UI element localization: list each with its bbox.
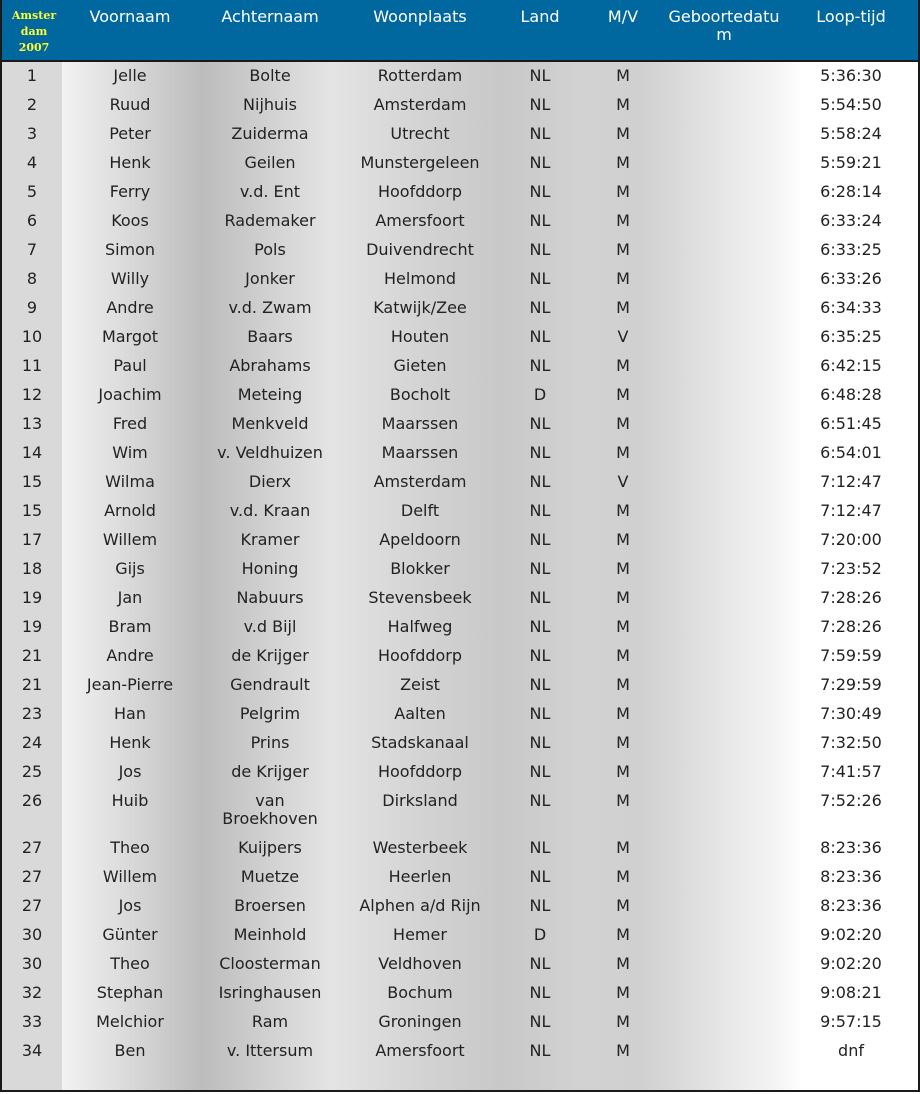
gender-cell: M bbox=[616, 501, 630, 520]
city-cell: Amsterdam bbox=[373, 95, 467, 114]
country-cell: NL bbox=[529, 66, 551, 85]
first-name-cell: Paul bbox=[113, 356, 147, 375]
rank-cell: 18 bbox=[21, 559, 43, 578]
gender-cell: M bbox=[616, 153, 630, 172]
run-time-cell: 6:54:01 bbox=[820, 443, 882, 462]
last-name-cell: Meinhold bbox=[233, 925, 307, 944]
table-row bbox=[2, 149, 918, 178]
table-row bbox=[2, 863, 918, 892]
country-cell: NL bbox=[529, 617, 551, 636]
table-body bbox=[2, 62, 918, 1066]
city-cell: Amersfoort bbox=[375, 1041, 465, 1060]
rank-cell: 26 bbox=[21, 791, 43, 810]
run-time-cell: 7:59:59 bbox=[820, 646, 882, 665]
city-cell: Utrecht bbox=[390, 124, 450, 143]
last-name-cell: Ram bbox=[251, 1012, 289, 1031]
first-name-cell: Ruud bbox=[109, 95, 151, 114]
first-name-cell: Theo bbox=[110, 954, 150, 973]
country-cell: NL bbox=[529, 124, 551, 143]
first-name-cell: Henk bbox=[109, 153, 151, 172]
rank-cell: 8 bbox=[26, 269, 38, 288]
last-name-cell: Kramer bbox=[240, 530, 300, 549]
gender-cell: V bbox=[617, 327, 629, 346]
first-name-cell: Willy bbox=[110, 269, 150, 288]
city-cell: Blokker bbox=[390, 559, 450, 578]
country-cell: NL bbox=[529, 356, 551, 375]
run-time-cell: dnf bbox=[838, 1041, 864, 1060]
gender-cell: M bbox=[616, 762, 630, 781]
last-name-cell: Broersen bbox=[234, 896, 306, 915]
run-time-cell: 9:02:20 bbox=[820, 925, 882, 944]
header-birthdate: Geboortedatum bbox=[668, 7, 780, 44]
first-name-cell: Bram bbox=[108, 617, 152, 636]
run-time-cell: 5:54:50 bbox=[820, 95, 882, 114]
rank-cell: 4 bbox=[26, 153, 38, 172]
rank-cell: 19 bbox=[21, 617, 43, 636]
table-row bbox=[2, 1037, 918, 1066]
run-time-cell: 5:59:21 bbox=[820, 153, 882, 172]
city-cell: Hoofddorp bbox=[377, 762, 463, 781]
run-time-cell: 7:28:26 bbox=[820, 588, 882, 607]
country-cell: NL bbox=[529, 559, 551, 578]
city-cell: Hoofddorp bbox=[377, 182, 463, 201]
first-name-cell: Ben bbox=[114, 1041, 146, 1060]
last-name-cell: v.d. Zwam bbox=[228, 298, 312, 317]
gender-cell: M bbox=[616, 269, 630, 288]
gender-cell: M bbox=[616, 867, 630, 886]
country-cell: NL bbox=[529, 983, 551, 1002]
country-cell: NL bbox=[529, 838, 551, 857]
header-city: Woonplaats bbox=[373, 7, 467, 26]
city-cell: Apeldoorn bbox=[379, 530, 461, 549]
gender-cell: M bbox=[616, 838, 630, 857]
country-cell: NL bbox=[529, 240, 551, 259]
rank-cell: 27 bbox=[21, 896, 43, 915]
gender-cell: M bbox=[616, 211, 630, 230]
rank-cell: 1 bbox=[26, 66, 38, 85]
rank-cell: 21 bbox=[21, 675, 43, 694]
city-cell: Helmond bbox=[384, 269, 456, 288]
run-time-cell: 7:30:49 bbox=[820, 704, 882, 723]
last-name-cell: de Krijger bbox=[231, 762, 309, 781]
run-time-cell: 9:57:15 bbox=[820, 1012, 882, 1031]
country-cell: NL bbox=[529, 530, 551, 549]
first-name-cell: Simon bbox=[104, 240, 156, 259]
city-cell: Dirksland bbox=[382, 791, 458, 810]
last-name-cell: v.d. Kraan bbox=[229, 501, 311, 520]
city-cell: Groningen bbox=[378, 1012, 462, 1031]
last-name-cell: Dierx bbox=[248, 472, 292, 491]
first-name-cell: Joachim bbox=[98, 385, 162, 404]
last-name-cell: v.d. Ent bbox=[239, 182, 301, 201]
run-time-cell: 7:52:26 bbox=[820, 791, 882, 810]
first-name-cell: Jan bbox=[117, 588, 143, 607]
country-cell: D bbox=[533, 925, 547, 944]
first-name-cell: Koos bbox=[111, 211, 149, 230]
table-row bbox=[2, 671, 918, 700]
rank-cell: 12 bbox=[21, 385, 43, 404]
run-time-cell: 7:29:59 bbox=[820, 675, 882, 694]
table-row bbox=[2, 834, 918, 863]
rank-cell: 15 bbox=[21, 501, 43, 520]
table-row bbox=[2, 921, 918, 950]
gender-cell: M bbox=[616, 1012, 630, 1031]
gender-cell: M bbox=[616, 896, 630, 915]
first-name-cell: Han bbox=[114, 704, 146, 723]
table-row bbox=[2, 950, 918, 979]
country-cell: NL bbox=[529, 646, 551, 665]
gender-cell: V bbox=[617, 472, 629, 491]
table-row bbox=[2, 207, 918, 236]
gender-cell: M bbox=[616, 385, 630, 404]
first-name-cell: Jos bbox=[118, 896, 142, 915]
first-name-cell: Stephan bbox=[96, 983, 164, 1002]
last-name-cell: Geilen bbox=[244, 153, 296, 172]
first-name-cell: Peter bbox=[109, 124, 151, 143]
country-cell: NL bbox=[529, 269, 551, 288]
header-run-time: Loop-tijd bbox=[816, 7, 886, 26]
first-name-cell: Günter bbox=[102, 925, 158, 944]
table-row bbox=[2, 91, 918, 120]
rank-cell: 6 bbox=[26, 211, 38, 230]
country-cell: NL bbox=[529, 1041, 551, 1060]
last-name-cell: Nijhuis bbox=[243, 95, 297, 114]
rank-cell: 33 bbox=[21, 1012, 43, 1031]
header-country: Land bbox=[520, 7, 560, 26]
gender-cell: M bbox=[616, 95, 630, 114]
run-time-cell: 6:51:45 bbox=[820, 414, 882, 433]
country-cell: NL bbox=[529, 211, 551, 230]
last-name-cell: Isringhausen bbox=[218, 983, 322, 1002]
table-row bbox=[2, 294, 918, 323]
rank-cell: 11 bbox=[21, 356, 43, 375]
first-name-cell: Wim bbox=[112, 443, 148, 462]
table-row bbox=[2, 62, 918, 91]
country-cell: NL bbox=[529, 896, 551, 915]
table-row bbox=[2, 555, 918, 584]
city-cell: Delft bbox=[400, 501, 440, 520]
run-time-cell: 6:33:26 bbox=[820, 269, 882, 288]
city-cell: Veldhoven bbox=[378, 954, 462, 973]
rank-cell: 23 bbox=[21, 704, 43, 723]
gender-cell: M bbox=[616, 925, 630, 944]
rank-cell: 19 bbox=[21, 588, 43, 607]
header-last-name: Achternaam bbox=[221, 7, 319, 26]
city-cell: Halfweg bbox=[387, 617, 453, 636]
rank-cell: 17 bbox=[21, 530, 43, 549]
gender-cell: M bbox=[616, 954, 630, 973]
city-cell: Aalten bbox=[394, 704, 446, 723]
table-row bbox=[2, 700, 918, 729]
city-cell: Gieten bbox=[393, 356, 447, 375]
rank-cell: 30 bbox=[21, 954, 43, 973]
rank-cell: 3 bbox=[26, 124, 38, 143]
gender-cell: M bbox=[616, 617, 630, 636]
first-name-cell: Huib bbox=[111, 791, 149, 810]
country-cell: NL bbox=[529, 867, 551, 886]
table-row bbox=[2, 1008, 918, 1037]
rank-cell: 27 bbox=[21, 838, 43, 857]
table-row bbox=[2, 410, 918, 439]
country-cell: NL bbox=[529, 443, 551, 462]
last-name-cell: Cloosterman bbox=[219, 954, 321, 973]
country-cell: NL bbox=[529, 95, 551, 114]
first-name-cell: Ferry bbox=[109, 182, 151, 201]
country-cell: NL bbox=[529, 182, 551, 201]
table-row bbox=[2, 265, 918, 294]
last-name-cell: Kuijpers bbox=[238, 838, 302, 857]
last-name-cell: Gendrault bbox=[230, 675, 310, 694]
last-name-cell: Menkveld bbox=[231, 414, 309, 433]
first-name-cell: Fred bbox=[112, 414, 148, 433]
table-row bbox=[2, 584, 918, 613]
city-cell: Westerbeek bbox=[372, 838, 468, 857]
first-name-cell: Arnold bbox=[104, 501, 156, 520]
run-time-cell: 8:23:36 bbox=[820, 896, 882, 915]
run-time-cell: 9:08:21 bbox=[820, 983, 882, 1002]
gender-cell: M bbox=[616, 66, 630, 85]
header-gender: M/V bbox=[607, 7, 639, 26]
run-time-cell: 7:28:26 bbox=[820, 617, 882, 636]
country-cell: NL bbox=[529, 733, 551, 752]
gender-cell: M bbox=[616, 983, 630, 1002]
first-name-cell: Henk bbox=[109, 733, 151, 752]
table-row bbox=[2, 613, 918, 642]
rank-cell: 21 bbox=[21, 646, 43, 665]
last-name-cell: Baars bbox=[247, 327, 293, 346]
rank-cell: 27 bbox=[21, 867, 43, 886]
country-cell: NL bbox=[529, 704, 551, 723]
city-cell: Maarssen bbox=[381, 443, 459, 462]
rank-cell: 24 bbox=[21, 733, 43, 752]
table-row bbox=[2, 381, 918, 410]
rank-cell: 34 bbox=[21, 1041, 43, 1060]
table-row bbox=[2, 178, 918, 207]
table-row bbox=[2, 120, 918, 149]
country-cell: NL bbox=[529, 791, 551, 810]
gender-cell: M bbox=[616, 588, 630, 607]
country-cell: NL bbox=[529, 327, 551, 346]
rank-cell: 5 bbox=[26, 182, 38, 201]
last-name-cell: Pols bbox=[254, 240, 286, 259]
table-row bbox=[2, 642, 918, 671]
city-cell: Katwijk/Zee bbox=[373, 298, 467, 317]
table-row bbox=[2, 729, 918, 758]
first-name-cell: Andre bbox=[106, 646, 154, 665]
run-time-cell: 5:58:24 bbox=[820, 124, 882, 143]
run-time-cell: 9:02:20 bbox=[820, 954, 882, 973]
last-name-cell: Nabuurs bbox=[236, 588, 304, 607]
city-cell: Houten bbox=[390, 327, 450, 346]
table-row bbox=[2, 352, 918, 381]
last-name-cell: v.d Bijl bbox=[243, 617, 297, 636]
country-cell: NL bbox=[529, 588, 551, 607]
last-name-cell: Pelgrim bbox=[239, 704, 301, 723]
run-time-cell: 6:35:25 bbox=[820, 327, 882, 346]
gender-cell: M bbox=[616, 1041, 630, 1060]
gender-cell: M bbox=[616, 414, 630, 433]
run-time-cell: 8:23:36 bbox=[820, 867, 882, 886]
first-name-cell: Willem bbox=[102, 530, 158, 549]
country-cell: NL bbox=[529, 472, 551, 491]
last-name-cell: Abrahams bbox=[229, 356, 311, 375]
gender-cell: M bbox=[616, 704, 630, 723]
gender-cell: M bbox=[616, 646, 630, 665]
city-cell: Bochum bbox=[387, 983, 453, 1002]
table-row bbox=[2, 323, 918, 352]
gender-cell: M bbox=[616, 530, 630, 549]
city-cell: Bocholt bbox=[389, 385, 451, 404]
country-cell: NL bbox=[529, 414, 551, 433]
table-row bbox=[2, 497, 918, 526]
city-cell: Maarssen bbox=[381, 414, 459, 433]
country-cell: NL bbox=[529, 954, 551, 973]
city-cell: Hemer bbox=[393, 925, 447, 944]
first-name-cell: Wilma bbox=[105, 472, 155, 491]
run-time-cell: 6:28:14 bbox=[820, 182, 882, 201]
gender-cell: M bbox=[616, 733, 630, 752]
run-time-cell: 7:32:50 bbox=[820, 733, 882, 752]
last-name-cell: de Krijger bbox=[231, 646, 309, 665]
rank-cell: 7 bbox=[26, 240, 38, 259]
run-time-cell: 5:36:30 bbox=[820, 66, 882, 85]
gender-cell: M bbox=[616, 443, 630, 462]
run-time-cell: 7:20:00 bbox=[820, 530, 882, 549]
city-cell: Alphen a/d Rijn bbox=[359, 896, 481, 915]
table-row bbox=[2, 892, 918, 921]
table-row bbox=[2, 979, 918, 1008]
run-time-cell: 6:34:33 bbox=[820, 298, 882, 317]
last-name-cell: Muetze bbox=[240, 867, 300, 886]
country-cell: NL bbox=[529, 501, 551, 520]
last-name-cell: v. Ittersum bbox=[226, 1041, 314, 1060]
first-name-cell: Theo bbox=[110, 838, 150, 857]
first-name-cell: Gijs bbox=[115, 559, 145, 578]
country-cell: NL bbox=[529, 1012, 551, 1031]
run-time-cell: 6:42:15 bbox=[820, 356, 882, 375]
rank-cell: 10 bbox=[21, 327, 43, 346]
rank-cell: 15 bbox=[21, 472, 43, 491]
first-name-cell: Willem bbox=[102, 867, 158, 886]
first-name-cell: Jos bbox=[118, 762, 142, 781]
rank-cell: 30 bbox=[21, 925, 43, 944]
table-row bbox=[2, 758, 918, 787]
run-time-cell: 6:48:28 bbox=[820, 385, 882, 404]
run-time-cell: 6:33:25 bbox=[820, 240, 882, 259]
gender-cell: M bbox=[616, 240, 630, 259]
country-cell: NL bbox=[529, 675, 551, 694]
last-name-cell: Rademaker bbox=[224, 211, 316, 230]
city-cell: Stevensbeek bbox=[368, 588, 472, 607]
table-row bbox=[2, 236, 918, 265]
header-brand: Amster dam 2007 bbox=[11, 9, 57, 54]
city-cell: Hoofddorp bbox=[377, 646, 463, 665]
gender-cell: M bbox=[616, 182, 630, 201]
run-time-cell: 8:23:36 bbox=[820, 838, 882, 857]
gender-cell: M bbox=[616, 791, 630, 810]
country-cell: NL bbox=[529, 762, 551, 781]
last-name-cell: v. Veldhuizen bbox=[217, 443, 323, 462]
country-cell: NL bbox=[529, 153, 551, 172]
city-cell: Zeist bbox=[400, 675, 440, 694]
run-time-cell: 7:12:47 bbox=[820, 501, 882, 520]
country-cell: D bbox=[533, 385, 547, 404]
run-time-cell: 6:33:24 bbox=[820, 211, 882, 230]
city-cell: Stadskanaal bbox=[371, 733, 469, 752]
table-header bbox=[2, 0, 918, 62]
last-name-cell: Prins bbox=[250, 733, 290, 752]
city-cell: Amersfoort bbox=[375, 211, 465, 230]
last-name-cell: Meteing bbox=[237, 385, 303, 404]
country-cell: NL bbox=[529, 298, 551, 317]
gender-cell: M bbox=[616, 356, 630, 375]
city-cell: Amsterdam bbox=[373, 472, 467, 491]
rank-cell: 25 bbox=[21, 762, 43, 781]
table-row bbox=[2, 787, 918, 834]
run-time-cell: 7:12:47 bbox=[820, 472, 882, 491]
rank-cell: 9 bbox=[26, 298, 38, 317]
table-row bbox=[2, 468, 918, 497]
last-name-cell: Jonker bbox=[245, 269, 295, 288]
last-name-cell: Honing bbox=[241, 559, 299, 578]
header-first-name: Voornaam bbox=[89, 7, 171, 26]
city-cell: Heerlen bbox=[388, 867, 452, 886]
first-name-cell: Melchior bbox=[96, 1012, 164, 1031]
last-name-cell: van Broekhoven bbox=[222, 791, 318, 828]
city-cell: Munstergeleen bbox=[360, 153, 480, 172]
gender-cell: M bbox=[616, 298, 630, 317]
city-cell: Duivendrecht bbox=[366, 240, 474, 259]
table-row bbox=[2, 439, 918, 468]
first-name-cell: Andre bbox=[106, 298, 154, 317]
run-time-cell: 7:41:57 bbox=[820, 762, 882, 781]
first-name-cell: Jean-Pierre bbox=[86, 675, 174, 694]
last-name-cell: Zuiderma bbox=[231, 124, 309, 143]
rank-cell: 13 bbox=[21, 414, 43, 433]
first-name-cell: Margot bbox=[101, 327, 159, 346]
city-cell: Rotterdam bbox=[377, 66, 463, 85]
run-time-cell: 7:23:52 bbox=[820, 559, 882, 578]
gender-cell: M bbox=[616, 559, 630, 578]
rank-cell: 2 bbox=[26, 95, 38, 114]
rank-cell: 32 bbox=[21, 983, 43, 1002]
rank-cell: 14 bbox=[21, 443, 43, 462]
gender-cell: M bbox=[616, 675, 630, 694]
table-row bbox=[2, 526, 918, 555]
gender-cell: M bbox=[616, 124, 630, 143]
first-name-cell: Jelle bbox=[113, 66, 147, 85]
last-name-cell: Bolte bbox=[249, 66, 291, 85]
